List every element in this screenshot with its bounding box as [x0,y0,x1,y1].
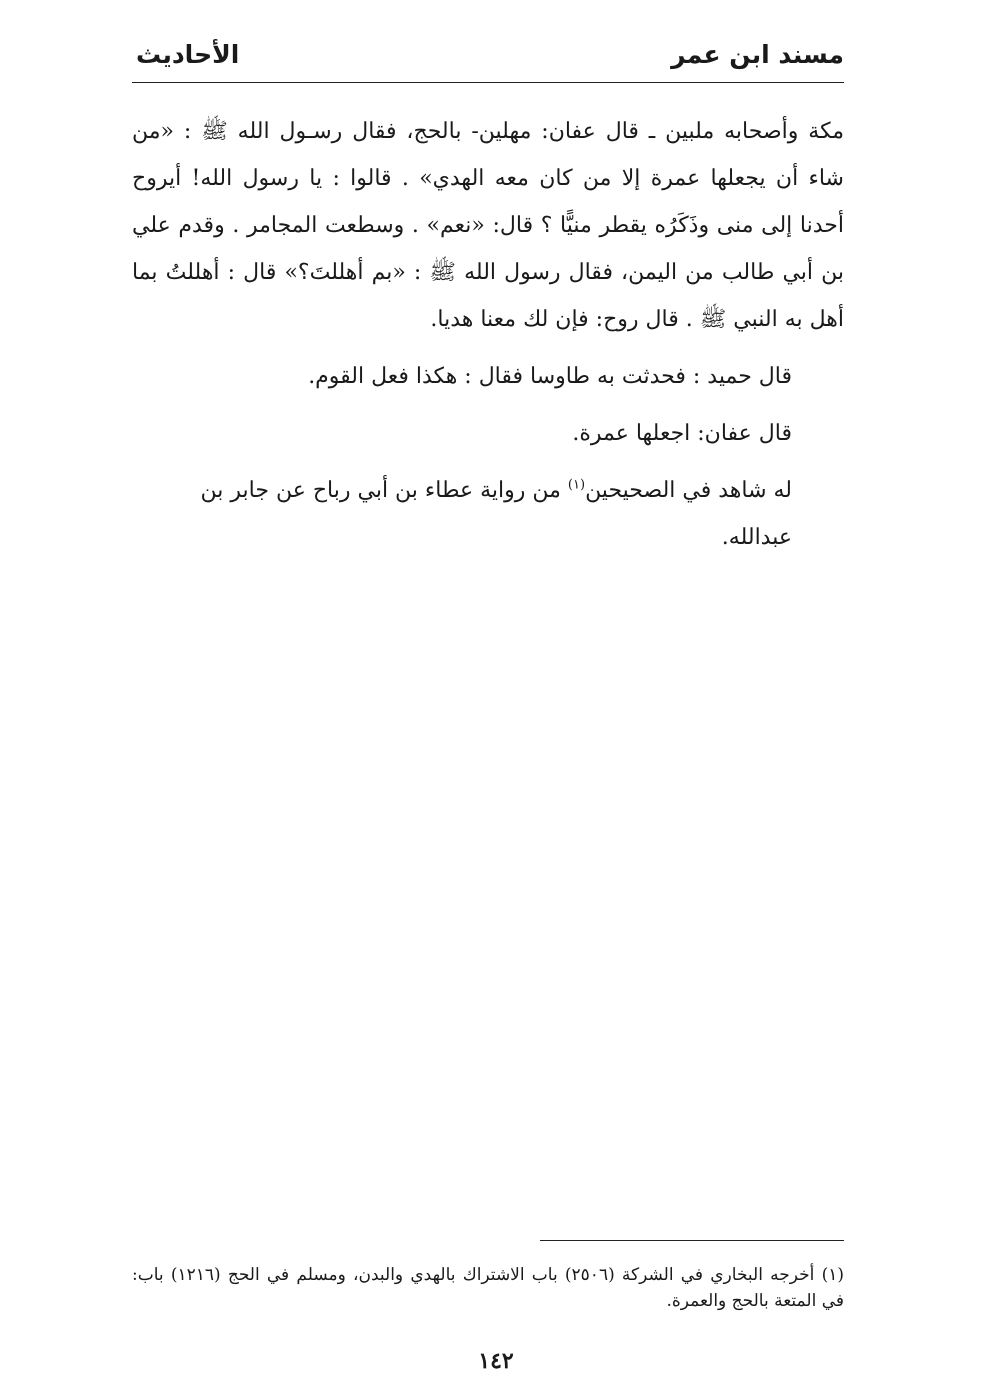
footnote: (١) أخرجه البخاري في الشركة (٢٥٠٦) باب الاشتراك بالهدي والبدن، ومسلم في الحج (١٢١٦) باب: في المتعة بالحج والعمرة. [132,1265,844,1311]
section-title: الأحاديث [136,40,240,69]
main-text [132,108,844,561]
book-title: مسند ابن عمر [671,40,844,69]
hadith-paragraph: مكة وأصحابه ملبين ـ قال عفان: مهلين- بالحج، فقال رسـول الله ﷺ : «من شاء أن يجعلها عمرة إلا من كان معه الهدي» . قالوا : يا رسول الله! أيروح أحدنا إلى منى وذَكَرُه يقطر منيًّا ؟ قال: «نعم» . وسطعت المجامر . وقدم علي بن أبي طالب من اليمن، فقال رسول الله ﷺ : «بم أهللتَ؟» قال : أهللتُ بما أهل به النبي ﷺ . قال روح: فإن لك معنا هديا. [132,119,845,332]
humaid-line: قال حميد : فحدثت به طاوسا فقال : هكذا فعل القوم. [308,364,792,389]
footnote-divider [540,1240,844,1241]
affan-line: قال عفان: اجعلها عمرة. [572,421,792,446]
witness-text-end: من رواية عطاء بن أبي رباح عن جابر بن عبدالله. [200,478,792,550]
footnote-reference[interactable]: (١) [567,477,586,493]
witness-line [132,467,844,561]
page-number: ١٤٢ [478,1348,514,1374]
running-header [132,36,844,83]
witness-text-start: له شاهد في الصحيحين [585,478,792,503]
